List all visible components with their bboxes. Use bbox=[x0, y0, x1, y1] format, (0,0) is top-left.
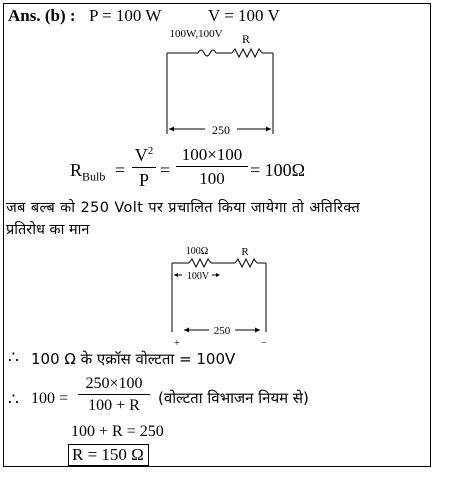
equals-sign-1: = bbox=[115, 160, 126, 180]
resistor-icon bbox=[235, 259, 257, 267]
plus-sign: + bbox=[174, 338, 180, 349]
given-voltage: V = 100 V bbox=[208, 6, 280, 25]
voltage-across-bulb: 100 Ω के एक्रॉस वोल्टता = 100V bbox=[31, 350, 236, 368]
voltage-divider-note: (वोल्टता विभाजन नियम से) bbox=[158, 389, 309, 407]
hindi-line-1: जब बल्ब को 250 Volt पर प्रचालित किया जायेगा तो अतिरिक्त bbox=[6, 200, 361, 216]
minus-sign: − bbox=[261, 338, 267, 349]
fraction-100x100-over-100 bbox=[176, 145, 248, 189]
circuit1-r-label: R bbox=[241, 32, 251, 46]
equals-sign-2: = bbox=[160, 160, 171, 180]
therefore-symbol: ∴ bbox=[8, 348, 19, 367]
r-bulb-symbol: $R_{Bulb}$ bbox=[70, 160, 106, 184]
circuit2-voltage-label: 250 bbox=[213, 325, 231, 337]
circuit2-bulb-voltage-label: 100V bbox=[186, 271, 210, 282]
answer-label: Ans. (b) : bbox=[8, 6, 76, 25]
therefore-symbol: ∴ bbox=[8, 390, 19, 409]
circuit2-r-label: R bbox=[241, 246, 249, 258]
fraction-denominator: 100 bbox=[199, 169, 225, 188]
fraction-numerator: V bbox=[134, 145, 148, 165]
equation-lhs: 100 = bbox=[31, 390, 69, 407]
fraction-numerator: 250×100 bbox=[85, 375, 143, 392]
fraction-numerator: 100×100 bbox=[181, 145, 243, 164]
equation-step: 100 + R = 250 bbox=[71, 423, 164, 440]
final-answer-box: R = 150 Ω bbox=[68, 444, 149, 466]
hindi-line-2: प्रतिरोध का मान bbox=[6, 222, 90, 238]
bulb-resistor-icon bbox=[189, 259, 211, 267]
fraction-v2-over-p bbox=[132, 145, 156, 191]
given-power: P = 100 W bbox=[89, 6, 162, 25]
bulb-resistance-result: = 100Ω bbox=[250, 160, 306, 180]
circuit1-bulb-label: 100W,100V bbox=[169, 28, 223, 40]
bulb-icon bbox=[198, 50, 216, 56]
circuit-diagram-1 bbox=[160, 26, 290, 146]
circuit-diagram-2 bbox=[165, 244, 275, 354]
exponent: 2 bbox=[147, 145, 154, 157]
fraction-voltage-divider bbox=[78, 375, 150, 415]
fraction-denominator: P bbox=[138, 170, 149, 190]
fraction-denominator: 100 + R bbox=[88, 397, 140, 414]
resistor-icon bbox=[232, 49, 262, 57]
circuit1-voltage-label: 250 bbox=[212, 123, 230, 137]
circuit2-bulb-label: 100Ω bbox=[185, 246, 209, 257]
